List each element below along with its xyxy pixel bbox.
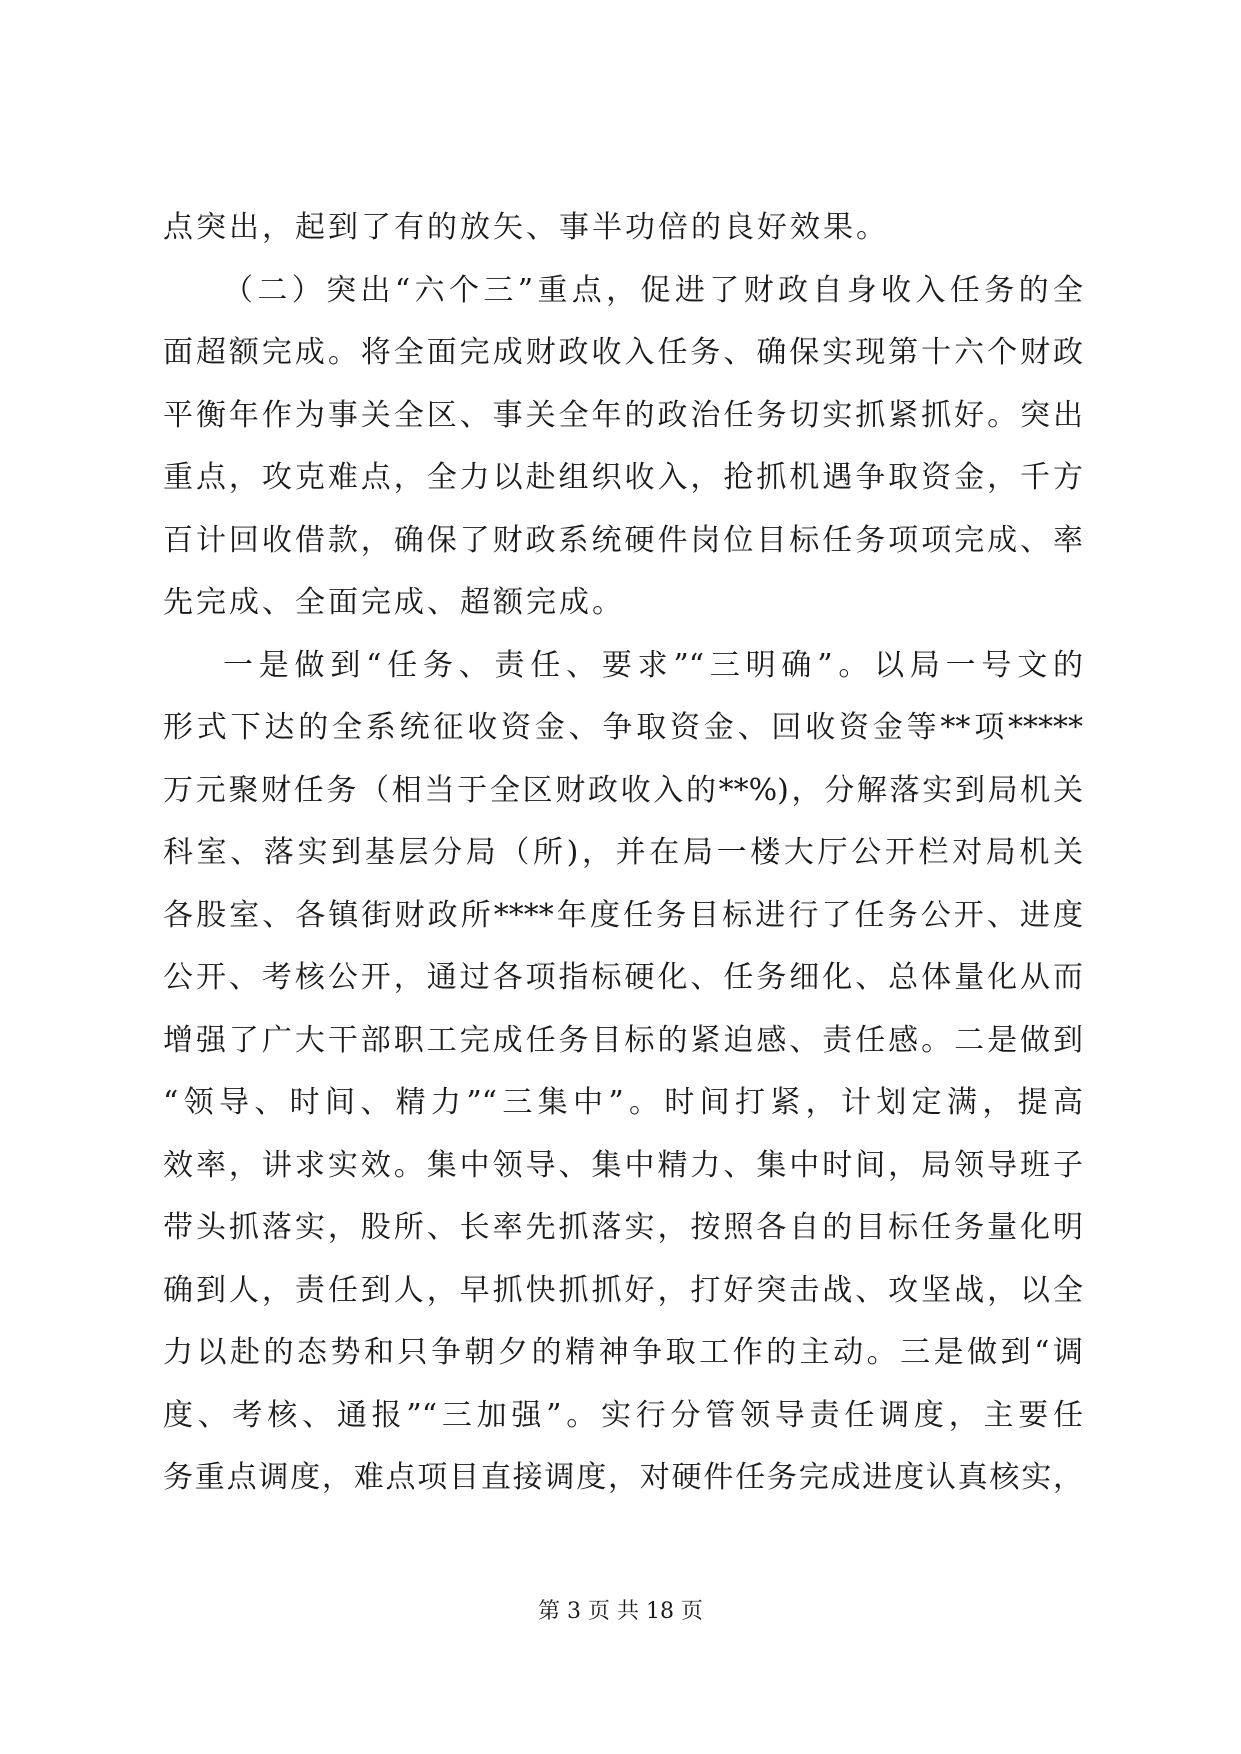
text-line: 一是做到“任务、责任、要求”“三明确”。以局一号文的 [223, 647, 1083, 683]
text-line: “领导、时间、精力”“三集中”。时间打紧，计划定满，提高 [163, 1085, 1083, 1120]
text-line: 万元聚财任务（相当于全区财政收入的**%)，分解落实到局机关 [163, 772, 1083, 808]
text-line: 先完成、全面完成、超额完成。 [163, 585, 625, 620]
document-body [163, 197, 1083, 1510]
text-line: 形式下达的全系统征收资金、争取资金、回收资金等**项***** [163, 710, 1083, 745]
text-line: 公开、考核公开，通过各项指标硬化、任务细化、总体量化从而 [163, 960, 1083, 995]
text-line: 各股室、各镇街财政所****年度任务目标进行了任务公开、进度 [163, 897, 1083, 933]
text-line: 增强了广大干部职工完成任务目标的紧迫感、责任感。二是做到 [163, 1022, 1083, 1058]
text-line: 面超额完成。将全面完成财政收入任务、确保实现第十六个财政 [163, 335, 1083, 370]
text-line: 确到人，责任到人，早抓快抓抓好，打好突击战、攻坚战，以全 [163, 1272, 1083, 1308]
text-line: 重点，攻克难点，全力以赴组织收入，抢抓机遇争取资金，千方 [163, 460, 1083, 495]
text-line: 度、考核、通报”“三加强”。实行分管领导责任调度，主要任 [163, 1397, 1083, 1433]
text-line: 科室、落实到基层分局（所)，并在局一楼大厅公开栏对局机关 [163, 835, 1083, 870]
page-number: 第 3 页 共 18 页 [538, 1599, 703, 1624]
text-line: 力以赴的态势和只争朝夕的精神争取工作的主动。三是做到“调 [163, 1335, 1083, 1370]
text-line: 效率，讲求实效。集中领导、集中精力、集中时间，局领导班子 [163, 1147, 1083, 1183]
text-line: 百计回收借款，确保了财政系统硬件岗位目标任务项项完成、率 [163, 522, 1083, 558]
text-line: 带头抓落实，股所、长率先抓落实，按照各自的目标任务量化明 [163, 1210, 1083, 1245]
text-line: 平衡年作为事关全区、事关全年的政治任务切实抓紧抓好。突出 [163, 397, 1083, 433]
text-line: 点突出，起到了有的放矢、事半功倍的良好效果。 [163, 210, 889, 245]
text-line: （二）突出“六个三”重点，促进了财政自身收入任务的全 [223, 272, 1083, 308]
text-line: 务重点调度，难点项目直接调度，对硬件任务完成进度认真核实， [163, 1460, 1083, 1495]
